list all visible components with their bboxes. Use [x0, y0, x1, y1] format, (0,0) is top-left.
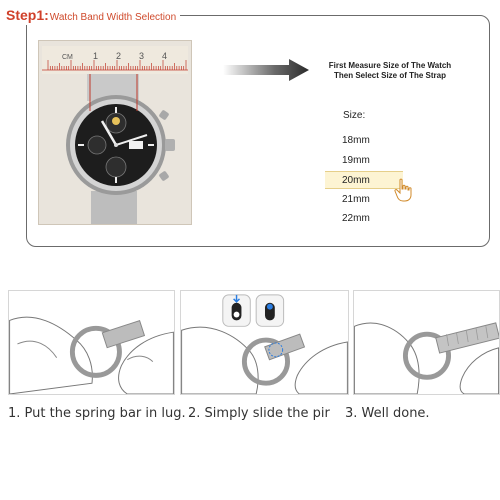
- step-photo-2: [180, 290, 349, 395]
- size-option-18mm[interactable]: 18mm: [342, 135, 370, 146]
- step1-colon: :: [44, 7, 49, 23]
- hands-insert-spring-bar-illustration: [9, 291, 174, 394]
- ruler-unit: CM: [62, 54, 73, 61]
- step-photo-3: [353, 290, 500, 395]
- arrow-right-icon: [223, 58, 309, 82]
- hands-finished-strap-illustration: [354, 291, 499, 394]
- size-option-22mm[interactable]: 22mm: [342, 213, 370, 224]
- size-label: Size:: [343, 110, 366, 121]
- step-photo-1: [8, 290, 175, 395]
- instruction-line-2: Then Select Size of The Strap: [333, 71, 447, 80]
- step1-number: Step1: [6, 7, 45, 23]
- hands-slide-pin-illustration: [181, 291, 348, 394]
- step-caption-2: 2. Simply slide the pir: [188, 406, 330, 421]
- step1-title: [2, 7, 180, 25]
- ruler-tick-4: 4: [162, 51, 168, 61]
- step1-title-text: Watch Band Width Selection: [49, 12, 177, 23]
- measuring-ruler: [38, 40, 192, 80]
- instruction-line-1: First Measure Size of The Watch: [328, 61, 452, 70]
- size-option-20mm[interactable]: 20mm: [325, 171, 403, 189]
- size-option-21mm[interactable]: 21mm: [342, 194, 370, 205]
- ruler-tick-3: 3: [139, 51, 145, 61]
- step-caption-1: 1. Put the spring bar in lug.: [8, 406, 186, 421]
- size-option-19mm[interactable]: 19mm: [342, 155, 370, 166]
- ruler-tick-2: 2: [116, 51, 122, 61]
- ruler-tick-1: 1: [93, 51, 99, 61]
- hand-pointer-icon: [394, 178, 414, 202]
- step-caption-3: 3. Well done.: [345, 406, 430, 421]
- instruction-text: [310, 61, 470, 81]
